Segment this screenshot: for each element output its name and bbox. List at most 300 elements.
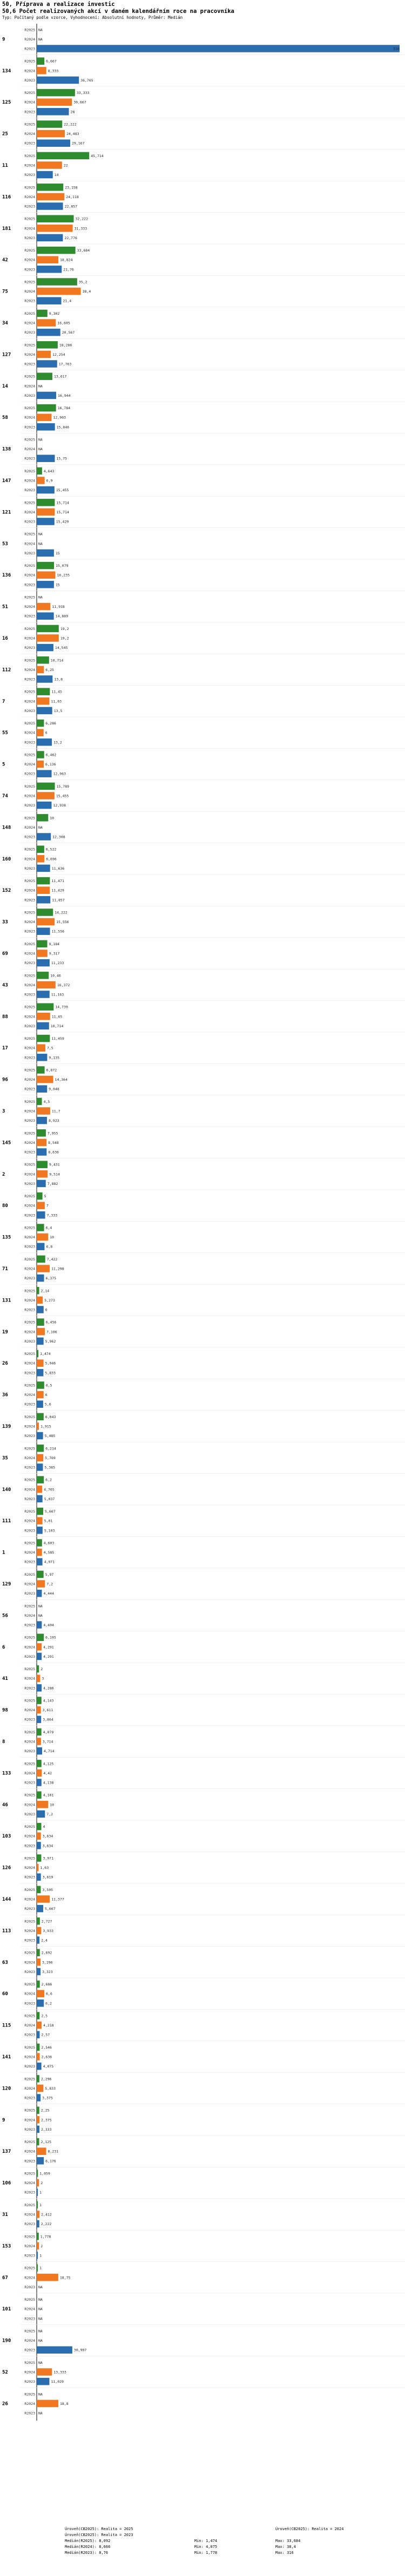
bar-r2024: [37, 1801, 48, 1808]
series-label: R2023: [24, 1434, 35, 1439]
value-label: 18,75: [59, 2275, 71, 2280]
series-label: R2023: [24, 771, 35, 776]
bar-r2025: [37, 751, 44, 758]
value-label: 18,824: [60, 257, 73, 262]
value-label: 10: [50, 816, 55, 821]
series-label: R2023: [24, 1213, 35, 1218]
value-label: 13,5: [53, 708, 63, 713]
value-label: 15,846: [56, 425, 70, 430]
value-label: 13,2: [53, 740, 62, 745]
series-label: R2024: [24, 1834, 35, 1839]
series-label: R2024: [24, 194, 35, 199]
bar-r2023: [37, 1936, 39, 1944]
bar-r2023: [37, 297, 62, 304]
series-label: R2023: [24, 614, 35, 619]
bar-r2024: [37, 634, 59, 642]
group-label: 36: [2, 1392, 8, 1398]
group-label: 113: [2, 1928, 11, 1934]
bar-r2024: [37, 1643, 42, 1651]
series-label: R2024: [24, 2212, 35, 2217]
bar-r2023: [37, 1243, 44, 1250]
value-label: 14,739: [55, 1005, 68, 1009]
value-label: 2,692: [41, 1950, 52, 1955]
value-label: 7,422: [46, 1257, 58, 1262]
series-label: R2023: [24, 1591, 35, 1596]
bar-r2023: [37, 1684, 42, 1692]
bar-r2024: [37, 161, 62, 169]
legend-cell: Min: 1,474: [194, 2539, 218, 2543]
group-label: 55: [2, 730, 8, 736]
value-label: 31,333: [74, 226, 87, 231]
legend-cell: [275, 2532, 383, 2538]
chart-header: [2, 1, 402, 21]
value-label: 10,714: [50, 658, 64, 663]
bar-r2023: [37, 486, 55, 494]
group-label: 145: [2, 1140, 11, 1146]
series-label: R2023: [24, 1654, 35, 1659]
value-label: 5,833: [45, 2086, 56, 2091]
bar-r2023: [37, 865, 50, 872]
value-label: 2,412: [41, 2212, 52, 2217]
bar-r2024: [37, 1549, 42, 1556]
bar-r2025: [37, 1949, 40, 1956]
series-label: R2025: [24, 1541, 35, 1545]
value-label: 32,222: [75, 216, 89, 221]
series-label: R2023: [24, 1339, 35, 1344]
bar-r2023: [37, 1811, 45, 1818]
value-label: 11,298: [51, 1266, 64, 1271]
group-label: 106: [2, 2180, 11, 2186]
group-label: 19: [2, 1329, 8, 1335]
series-label: R2025: [24, 2360, 35, 2365]
series-label: R2025: [24, 248, 35, 253]
bar-r2024: [37, 1328, 45, 1336]
value-label: 2,296: [40, 2077, 52, 2082]
value-label: 7,106: [46, 1330, 57, 1334]
bar-r2025: [37, 1665, 39, 1673]
series-label: R2025: [24, 374, 35, 379]
value-label: 4,125: [43, 1761, 54, 1766]
bar-r2025: [37, 625, 59, 633]
series-label: R2023: [24, 551, 35, 555]
bar-r2024: [37, 351, 51, 358]
bar-r2023: [37, 234, 63, 242]
series-label: R2023: [24, 1465, 35, 1470]
group-label: 138: [2, 446, 11, 452]
legend-cell: [194, 2532, 275, 2538]
series-label: R2024: [24, 1708, 35, 1713]
series-label: R2025: [24, 1005, 35, 1009]
bar-r2025: [37, 152, 89, 160]
series-label: R2024: [24, 951, 35, 956]
group-label: 190: [2, 2338, 11, 2344]
series-label: R2025: [24, 153, 35, 158]
series-label: R2023: [24, 2190, 35, 2195]
bar-r2024: [37, 1297, 43, 1304]
group-label: 181: [2, 226, 11, 232]
bar-r2024: [37, 225, 73, 232]
series-label: R2024: [24, 2055, 35, 2059]
series-label: R2025: [24, 343, 35, 348]
group-label: 17: [2, 1046, 8, 1052]
value-label: 12,903: [53, 415, 66, 420]
bar-r2024: [37, 2085, 43, 2092]
bar-r2024: [37, 1044, 45, 1052]
series-label: R2023: [24, 456, 35, 461]
group-label: 67: [2, 2275, 8, 2281]
bar-r2024: [37, 1832, 41, 1840]
bar-r2024: [37, 1202, 45, 1209]
value-label: 2: [40, 2243, 43, 2248]
bar-r2023: [37, 455, 55, 462]
value-label: 4,42: [43, 1771, 52, 1775]
series-label: R2023: [24, 519, 35, 524]
bar-r2023: [37, 1400, 43, 1408]
value-label: 1,915: [40, 1424, 51, 1429]
value-label: 14,545: [55, 646, 68, 650]
value-label: 5,667: [45, 1509, 56, 1514]
value-label: 5,946: [45, 1361, 56, 1366]
bar-r2025: [37, 1981, 40, 1988]
value-label: 5,962: [45, 1339, 56, 1344]
value-label: 2: [40, 2181, 43, 2186]
series-label: R2023: [24, 235, 35, 240]
series-label: R2025: [24, 2077, 35, 2082]
series-label: R2025: [24, 1509, 35, 1514]
bar-r2023: [37, 707, 52, 715]
value-label: 9,514: [49, 1172, 60, 1177]
value-label: 11,471: [51, 879, 64, 884]
bar-r2023: [37, 266, 62, 273]
series-label: R2024: [24, 1393, 35, 1398]
bar-r2025: [37, 783, 55, 790]
value-label: 19,2: [60, 626, 69, 631]
bar-r2025: [37, 120, 62, 128]
series-label: R2023: [24, 708, 35, 713]
series-label: R2025: [24, 816, 35, 821]
series-label: R2024: [24, 2307, 35, 2311]
series-label: R2023: [24, 866, 35, 871]
bar-r2024: [37, 1422, 39, 1430]
bar-r2023: [37, 896, 50, 904]
value-label: 6,375: [45, 1276, 57, 1281]
bar-r2024: [37, 67, 46, 74]
series-label: R2023: [24, 2284, 35, 2289]
series-label: R2024: [24, 69, 35, 73]
value-label: 22,776: [64, 235, 77, 240]
bar-r2024: [37, 981, 56, 989]
series-label: R2025: [24, 280, 35, 284]
bar-r2025: [37, 2012, 39, 2019]
bar-r2025: [37, 1508, 43, 1515]
bar-r2024: [37, 130, 65, 138]
bar-r2024: [37, 1013, 50, 1020]
series-label: R2024: [24, 825, 35, 830]
value-label: 10: [50, 1235, 55, 1240]
value-label: 4,075: [43, 2064, 54, 2069]
bar-r2023: [37, 518, 55, 525]
bar-r2023: [37, 2220, 39, 2228]
series-label: R2023: [24, 2411, 35, 2416]
value-label: 10,714: [50, 1023, 64, 1028]
series-label: R2025: [24, 1257, 35, 1262]
bar-r2025: [37, 1035, 50, 1042]
group-label: 33: [2, 919, 8, 925]
bar-r2023: [37, 991, 50, 998]
bar-r2024: [37, 1265, 50, 1272]
value-label: 2,546: [41, 2045, 52, 2050]
series-label: R2024: [24, 447, 35, 452]
value-label: 6,8: [46, 1244, 53, 1249]
value-label: 15,789: [56, 784, 70, 789]
value-label: 14: [54, 173, 59, 178]
value-label: 16,372: [57, 982, 70, 987]
group-label: 134: [2, 68, 11, 74]
value-label: 6: [45, 1393, 48, 1398]
value-label: 16,605: [57, 321, 70, 326]
bar-r2025: [37, 1854, 41, 1862]
value-label: 4,765: [44, 1487, 55, 1492]
value-label: 2,222: [40, 2222, 52, 2227]
group-label: 115: [2, 2023, 11, 2029]
bar-r2023: [37, 1085, 47, 1093]
bar-r2024: [37, 1076, 53, 1083]
value-label: 18,8: [59, 2401, 69, 2406]
value-label: NA: [38, 2316, 43, 2321]
value-label: 15,455: [56, 794, 69, 798]
bar-r2024: [37, 1990, 44, 1997]
series-label: R2023: [24, 488, 35, 493]
series-label: R2023: [24, 1150, 35, 1155]
series-label: R2023: [24, 2222, 35, 2227]
value-label: 3,864: [43, 1717, 53, 1722]
value-label: 4,079: [43, 1730, 54, 1734]
value-label: 9,135: [49, 1055, 60, 1060]
group-label: 140: [2, 1487, 11, 1493]
bar-r2023: [37, 1022, 49, 1030]
series-label: R2025: [24, 1667, 35, 1672]
value-label: NA: [38, 2307, 43, 2311]
bar-r2023: [37, 2346, 72, 2354]
series-label: R2023: [24, 1496, 35, 1501]
series-label: R2024: [24, 605, 35, 609]
series-label: R2023: [24, 78, 35, 83]
bar-r2025: [37, 89, 75, 97]
series-label: R2023: [24, 992, 35, 997]
series-label: R2025: [24, 469, 35, 473]
series-label: R2023: [24, 267, 35, 272]
series-label: R2023: [24, 582, 35, 587]
group-label: 75: [2, 289, 8, 295]
value-label: 11,429: [51, 888, 64, 893]
bar-r2025: [37, 814, 48, 822]
series-label: R2023: [24, 2316, 35, 2321]
series-label: R2023: [24, 2096, 35, 2100]
series-label: R2023: [24, 1686, 35, 1691]
series-label: R2025: [24, 1604, 35, 1609]
series-label: R2025: [24, 1414, 35, 1419]
legend-cell: Medián(R2025): 8,092: [65, 2539, 111, 2543]
bar-r2023: [37, 2126, 39, 2133]
series-label: R2024: [24, 226, 35, 231]
value-label: 22,222: [64, 122, 77, 127]
value-label: 17,763: [58, 362, 72, 367]
group-label: 63: [2, 1960, 8, 1965]
bar-r2025: [37, 972, 49, 979]
series-label: R2025: [24, 1225, 35, 1230]
bar-r2025: [37, 845, 44, 853]
series-label: R2025: [24, 2297, 35, 2302]
series-label: R2024: [24, 888, 35, 893]
value-label: 3,634: [42, 1843, 53, 1848]
series-label: R2025: [24, 2171, 35, 2176]
bar-r2023: [37, 77, 79, 84]
series-label: R2024: [24, 1582, 35, 1587]
value-label: 5,385: [44, 1465, 56, 1470]
group-label: 120: [2, 2086, 11, 2092]
series-label: R2024: [24, 1991, 35, 1996]
series-label: R2025: [24, 532, 35, 537]
chart-subtitle: Typ: Počítaný podle vzorce, Vyhodnocení: Absolutní hodnoty, Průměr: Medián: [2, 15, 183, 20]
value-label: 4,291: [43, 1645, 54, 1650]
value-label: 11,233: [51, 961, 64, 966]
value-label: 8,548: [48, 1140, 59, 1145]
value-label: 316: [393, 46, 400, 51]
series-label: R2025: [24, 1320, 35, 1325]
series-label: R2023: [24, 2064, 35, 2069]
series-label: R2024: [24, 1771, 35, 1775]
series-label: R2025: [24, 595, 35, 600]
series-label: R2023: [24, 961, 35, 966]
value-label: 6,462: [45, 753, 57, 757]
series-label: R2024: [24, 1077, 35, 1082]
group-label: 43: [2, 982, 8, 988]
series-label: R2024: [24, 384, 35, 389]
group-label: 116: [2, 194, 11, 200]
series-label: R2024: [24, 1330, 35, 1334]
series-label: R2024: [24, 1046, 35, 1050]
bar-r2025: [37, 1445, 44, 1452]
series-label: R2023: [24, 1402, 35, 1407]
legend-cell: Max: 33,684: [275, 2539, 301, 2543]
series-label: R2025: [24, 1793, 35, 1798]
value-label: 2,14: [40, 1289, 50, 1293]
bar-r2023: [37, 1338, 44, 1345]
bar-r2023: [37, 927, 50, 935]
series-label: R2024: [24, 1140, 35, 1145]
series-label: R2023: [24, 1244, 35, 1249]
series-label: R2024: [24, 100, 35, 105]
value-label: 5,273: [44, 1298, 55, 1303]
bar-r2024: [37, 1864, 38, 1872]
value-label: 16,235: [57, 573, 70, 578]
value-label: 5: [44, 1194, 46, 1199]
group-label: 2: [2, 1171, 5, 1177]
bar-r2025: [37, 341, 58, 349]
bar-r2025: [37, 1413, 44, 1421]
series-label: R2025: [24, 2014, 35, 2018]
value-label: 11,857: [52, 898, 65, 903]
bar-r2023: [37, 1211, 45, 1219]
series-label: R2024: [24, 510, 35, 514]
value-label: 22: [63, 163, 68, 168]
bar-r2023: [37, 550, 54, 557]
bar-r2024: [37, 2053, 40, 2060]
bar-r2023: [37, 675, 52, 683]
series-label: R2025: [24, 1887, 35, 1892]
bar-r2023: [37, 1558, 43, 1565]
value-label: 4,585: [43, 1550, 55, 1555]
bar-r2024: [37, 666, 44, 674]
value-label: 29,167: [72, 141, 85, 146]
series-label: R2023: [24, 677, 35, 682]
bar-r2025: [37, 1318, 44, 1326]
series-label: R2024: [24, 1676, 35, 1681]
bar-r2023: [37, 644, 53, 652]
series-label: R2025: [24, 1635, 35, 1640]
bar-r2025: [37, 2201, 38, 2209]
group-label: 71: [2, 1266, 8, 1272]
value-label: 6,696: [46, 857, 57, 862]
value-label: 8,231: [48, 2149, 59, 2154]
bar-r2023: [37, 360, 57, 368]
value-label: NA: [38, 437, 43, 442]
group-label: 1: [2, 1550, 5, 1556]
value-label: 4,101: [43, 1793, 54, 1798]
bar-r2023: [37, 833, 51, 840]
value-label: NA: [38, 2360, 43, 2365]
group-label: 148: [2, 825, 11, 831]
bar-r2025: [37, 1350, 38, 1358]
series-label: R2025: [24, 1919, 35, 1924]
series-label: R2024: [24, 1928, 35, 1933]
value-label: 6,214: [45, 1446, 56, 1451]
value-label: 4: [43, 1825, 45, 1829]
value-label: 6: [45, 1307, 48, 1312]
bar-r2025: [37, 562, 54, 570]
bar-r2023: [37, 1306, 44, 1313]
series-label: R2024: [24, 2086, 35, 2091]
value-label: NA: [38, 2284, 43, 2289]
bar-r2025: [37, 372, 52, 380]
bar-r2024: [37, 1454, 43, 1462]
value-label: 12,308: [52, 835, 65, 839]
bar-r2024: [37, 2022, 42, 2029]
group-label: 56: [2, 1613, 8, 1619]
value-label: 13,333: [53, 2370, 66, 2375]
bar-r2023: [37, 1999, 44, 2007]
group-label: 51: [2, 604, 8, 610]
legend-row: [65, 2550, 400, 2556]
value-label: 20,567: [62, 330, 75, 335]
series-label: R2024: [24, 2023, 35, 2028]
series-label: R2023: [24, 2127, 35, 2132]
value-label: 13,8: [54, 677, 63, 682]
bar-chart: [0, 24, 405, 2523]
bar-r2023: [37, 738, 52, 746]
bar-r2024: [37, 1675, 40, 1682]
series-label: R2025: [24, 658, 35, 663]
bar-r2025: [37, 1917, 40, 1925]
bar-r2024: [37, 413, 51, 421]
bar-r2024: [37, 2274, 58, 2281]
value-label: 2,727: [41, 1919, 52, 1924]
series-label: R2023: [24, 740, 35, 745]
value-label: 3,296: [42, 1960, 53, 1965]
series-label: R2023: [24, 1055, 35, 1060]
bar-r2024: [37, 509, 55, 516]
series-label: R2025: [24, 1730, 35, 1734]
